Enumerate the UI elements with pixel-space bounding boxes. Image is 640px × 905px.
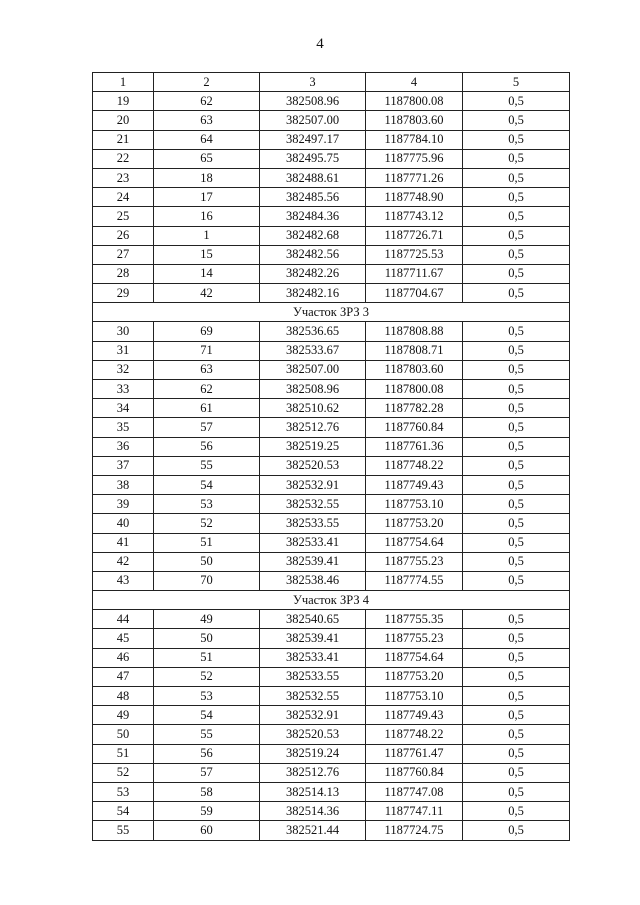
table-cell: 1187754.64	[366, 533, 463, 552]
table-cell: 48	[93, 687, 154, 706]
table-cell: 24	[93, 188, 154, 207]
table-cell: 1187724.75	[366, 821, 463, 840]
table-cell: 53	[93, 782, 154, 801]
table-cell: 33	[93, 380, 154, 399]
table-cell: 382533.41	[260, 533, 366, 552]
table-cell: 32	[93, 360, 154, 379]
table-cell: 382508.96	[260, 92, 366, 111]
table-cell: 382533.55	[260, 514, 366, 533]
table-cell: 382532.55	[260, 687, 366, 706]
table-cell: 0,5	[463, 418, 570, 437]
table-cell: 382532.55	[260, 495, 366, 514]
table-cell: 56	[154, 437, 260, 456]
table-cell: 49	[93, 706, 154, 725]
table-cell: 382540.65	[260, 610, 366, 629]
table-cell: 34	[93, 399, 154, 418]
table-cell: 55	[154, 456, 260, 475]
table-cell: 50	[154, 552, 260, 571]
table-row	[93, 687, 570, 706]
table-cell: 55	[154, 725, 260, 744]
table-cell: 0,5	[463, 284, 570, 303]
table-cell: 44	[93, 610, 154, 629]
table-row	[93, 552, 570, 571]
table-row	[93, 821, 570, 840]
table-cell: 56	[154, 744, 260, 763]
table-cell: 42	[93, 552, 154, 571]
table-row	[93, 667, 570, 686]
table-cell: 47	[93, 667, 154, 686]
table-cell: 382533.41	[260, 648, 366, 667]
table-cell: 0,5	[463, 456, 570, 475]
table-cell: 0,5	[463, 341, 570, 360]
table-row	[93, 648, 570, 667]
section-title-row	[93, 591, 570, 610]
table-cell: 0,5	[463, 821, 570, 840]
table-cell: 382532.91	[260, 706, 366, 725]
table-cell: 1187748.22	[366, 725, 463, 744]
table-cell: 382507.00	[260, 360, 366, 379]
table-cell: 29	[93, 284, 154, 303]
table-cell: 382532.91	[260, 475, 366, 494]
coordinates-table-body	[93, 73, 570, 841]
table-row	[93, 706, 570, 725]
table-cell: 25	[93, 207, 154, 226]
table-cell: 0,5	[463, 168, 570, 187]
table-row	[93, 130, 570, 149]
table-cell: 1187800.08	[366, 380, 463, 399]
coordinates-table	[92, 72, 570, 841]
table-cell: 382482.16	[260, 284, 366, 303]
header-cell: 4	[366, 73, 463, 92]
table-cell: 382482.68	[260, 226, 366, 245]
table-cell: 1187726.71	[366, 226, 463, 245]
table-cell: 1187753.20	[366, 667, 463, 686]
table-cell: 16	[154, 207, 260, 226]
table-cell: 1187753.10	[366, 687, 463, 706]
table-cell: 54	[93, 802, 154, 821]
table-cell: 0,5	[463, 782, 570, 801]
table-cell: 0,5	[463, 380, 570, 399]
table-row	[93, 168, 570, 187]
table-row	[93, 92, 570, 111]
table-row	[93, 725, 570, 744]
table-cell: 382482.56	[260, 245, 366, 264]
table-cell: 1187771.26	[366, 168, 463, 187]
table-row	[93, 322, 570, 341]
table-cell: 35	[93, 418, 154, 437]
table-cell: 1187803.60	[366, 111, 463, 130]
table-row	[93, 149, 570, 168]
table-row	[93, 571, 570, 590]
table-row	[93, 802, 570, 821]
table-cell: 0,5	[463, 475, 570, 494]
table-cell: 1187800.08	[366, 92, 463, 111]
table-cell: 23	[93, 168, 154, 187]
table-row	[93, 782, 570, 801]
table-cell: 382520.53	[260, 725, 366, 744]
table-cell: 382514.36	[260, 802, 366, 821]
table-cell: 57	[154, 763, 260, 782]
table-cell: 63	[154, 360, 260, 379]
table-row	[93, 380, 570, 399]
table-cell: 1187748.22	[366, 456, 463, 475]
table-cell: 62	[154, 380, 260, 399]
table-cell: 58	[154, 782, 260, 801]
section-title: Участок ЗРЗ 4	[93, 591, 570, 610]
table-cell: 1187782.28	[366, 399, 463, 418]
table-cell: 382512.76	[260, 418, 366, 437]
table-cell: 50	[93, 725, 154, 744]
table-cell: 65	[154, 149, 260, 168]
table-cell: 0,5	[463, 648, 570, 667]
table-cell: 382512.76	[260, 763, 366, 782]
table-cell: 382495.75	[260, 149, 366, 168]
table-cell: 0,5	[463, 149, 570, 168]
header-cell: 1	[93, 73, 154, 92]
table-cell: 28	[93, 264, 154, 283]
table-cell: 64	[154, 130, 260, 149]
header-row	[93, 73, 570, 92]
table-cell: 1187755.23	[366, 552, 463, 571]
table-cell: 53	[154, 687, 260, 706]
table-cell: 71	[154, 341, 260, 360]
table-cell: 1187760.84	[366, 763, 463, 782]
table-cell: 27	[93, 245, 154, 264]
table-cell: 20	[93, 111, 154, 130]
table-row	[93, 207, 570, 226]
table-row	[93, 284, 570, 303]
table-cell: 382510.62	[260, 399, 366, 418]
table-cell: 382508.96	[260, 380, 366, 399]
table-cell: 1187704.67	[366, 284, 463, 303]
table-cell: 0,5	[463, 360, 570, 379]
table-row	[93, 533, 570, 552]
table-cell: 51	[154, 648, 260, 667]
table-cell: 382514.13	[260, 782, 366, 801]
table-cell: 382497.17	[260, 130, 366, 149]
table-cell: 0,5	[463, 264, 570, 283]
table-row	[93, 341, 570, 360]
table-cell: 63	[154, 111, 260, 130]
table-cell: 382521.44	[260, 821, 366, 840]
table-cell: 0,5	[463, 763, 570, 782]
section-title: Участок ЗРЗ 3	[93, 303, 570, 322]
table-row	[93, 629, 570, 648]
table-cell: 382482.26	[260, 264, 366, 283]
table-cell: 0,5	[463, 188, 570, 207]
table-cell: 1187747.08	[366, 782, 463, 801]
table-cell: 26	[93, 226, 154, 245]
table-cell: 0,5	[463, 322, 570, 341]
table-cell: 40	[93, 514, 154, 533]
table-cell: 62	[154, 92, 260, 111]
table-cell: 31	[93, 341, 154, 360]
table-cell: 1187761.47	[366, 744, 463, 763]
table-cell: 1187755.23	[366, 629, 463, 648]
table-cell: 0,5	[463, 92, 570, 111]
table-cell: 0,5	[463, 226, 570, 245]
table-cell: 0,5	[463, 533, 570, 552]
table-row	[93, 188, 570, 207]
table-cell: 46	[93, 648, 154, 667]
table-cell: 1	[154, 226, 260, 245]
table-cell: 382485.56	[260, 188, 366, 207]
table-cell: 1187760.84	[366, 418, 463, 437]
table-cell: 0,5	[463, 744, 570, 763]
table-cell: 54	[154, 475, 260, 494]
table-cell: 17	[154, 188, 260, 207]
table-cell: 0,5	[463, 552, 570, 571]
table-cell: 0,5	[463, 629, 570, 648]
table-cell: 15	[154, 245, 260, 264]
table-cell: 1187808.88	[366, 322, 463, 341]
table-cell: 1187747.11	[366, 802, 463, 821]
table-cell: 0,5	[463, 514, 570, 533]
table-cell: 59	[154, 802, 260, 821]
table-row	[93, 495, 570, 514]
table-cell: 0,5	[463, 437, 570, 456]
table-row	[93, 399, 570, 418]
table-row	[93, 456, 570, 475]
table-cell: 21	[93, 130, 154, 149]
table-cell: 0,5	[463, 207, 570, 226]
table-cell: 382488.61	[260, 168, 366, 187]
header-cell: 3	[260, 73, 366, 92]
table-cell: 382538.46	[260, 571, 366, 590]
table-cell: 1187753.10	[366, 495, 463, 514]
table-cell: 0,5	[463, 610, 570, 629]
table-row	[93, 763, 570, 782]
table-cell: 0,5	[463, 130, 570, 149]
table-cell: 382520.53	[260, 456, 366, 475]
table-cell: 0,5	[463, 725, 570, 744]
table-cell: 50	[154, 629, 260, 648]
table-row	[93, 475, 570, 494]
table-cell: 0,5	[463, 495, 570, 514]
table-row	[93, 514, 570, 533]
table-cell: 1187761.36	[366, 437, 463, 456]
table-cell: 18	[154, 168, 260, 187]
table-cell: 39	[93, 495, 154, 514]
header-cell: 5	[463, 73, 570, 92]
table-row	[93, 226, 570, 245]
table-cell: 52	[93, 763, 154, 782]
table-row	[93, 360, 570, 379]
table-cell: 36	[93, 437, 154, 456]
table-cell: 382533.67	[260, 341, 366, 360]
table-cell: 1187711.67	[366, 264, 463, 283]
table-cell: 0,5	[463, 802, 570, 821]
table-cell: 14	[154, 264, 260, 283]
table-cell: 41	[93, 533, 154, 552]
table-cell: 54	[154, 706, 260, 725]
table-row	[93, 264, 570, 283]
table-cell: 1187753.20	[366, 514, 463, 533]
table-cell: 0,5	[463, 706, 570, 725]
table-cell: 60	[154, 821, 260, 840]
table-cell: 1187743.12	[366, 207, 463, 226]
table-cell: 51	[93, 744, 154, 763]
table-cell: 382507.00	[260, 111, 366, 130]
header-cell: 2	[154, 73, 260, 92]
table-cell: 382536.65	[260, 322, 366, 341]
table-cell: 55	[93, 821, 154, 840]
table-cell: 70	[154, 571, 260, 590]
table-cell: 49	[154, 610, 260, 629]
table-cell: 0,5	[463, 571, 570, 590]
table-cell: 52	[154, 667, 260, 686]
table-cell: 382484.36	[260, 207, 366, 226]
table-cell: 37	[93, 456, 154, 475]
table-row	[93, 245, 570, 264]
table-cell: 382539.41	[260, 552, 366, 571]
table-cell: 1187749.43	[366, 706, 463, 725]
table-cell: 30	[93, 322, 154, 341]
table-cell: 19	[93, 92, 154, 111]
table-cell: 1187775.96	[366, 149, 463, 168]
table-cell: 382519.25	[260, 437, 366, 456]
table-cell: 57	[154, 418, 260, 437]
table-row	[93, 437, 570, 456]
table-row	[93, 744, 570, 763]
section-title-row	[93, 303, 570, 322]
table-cell: 38	[93, 475, 154, 494]
table-cell: 382533.55	[260, 667, 366, 686]
table-row	[93, 418, 570, 437]
table-cell: 45	[93, 629, 154, 648]
table-cell: 0,5	[463, 245, 570, 264]
table-cell: 1187774.55	[366, 571, 463, 590]
table-cell: 0,5	[463, 399, 570, 418]
table-cell: 1187803.60	[366, 360, 463, 379]
page-number: 4	[316, 36, 324, 52]
table-row	[93, 610, 570, 629]
table-cell: 1187749.43	[366, 475, 463, 494]
table-cell: 1187754.64	[366, 648, 463, 667]
table-cell: 382519.24	[260, 744, 366, 763]
table-cell: 22	[93, 149, 154, 168]
table-cell: 51	[154, 533, 260, 552]
table-cell: 1187784.10	[366, 130, 463, 149]
table-cell: 1187808.71	[366, 341, 463, 360]
table-cell: 1187755.35	[366, 610, 463, 629]
table-cell: 69	[154, 322, 260, 341]
table-cell: 0,5	[463, 111, 570, 130]
table-cell: 43	[93, 571, 154, 590]
table-cell: 52	[154, 514, 260, 533]
table-cell: 1187748.90	[366, 188, 463, 207]
table-cell: 42	[154, 284, 260, 303]
table-cell: 0,5	[463, 667, 570, 686]
table-cell: 1187725.53	[366, 245, 463, 264]
table-cell: 382539.41	[260, 629, 366, 648]
table-cell: 53	[154, 495, 260, 514]
table-cell: 61	[154, 399, 260, 418]
table-row	[93, 111, 570, 130]
table-cell: 0,5	[463, 687, 570, 706]
